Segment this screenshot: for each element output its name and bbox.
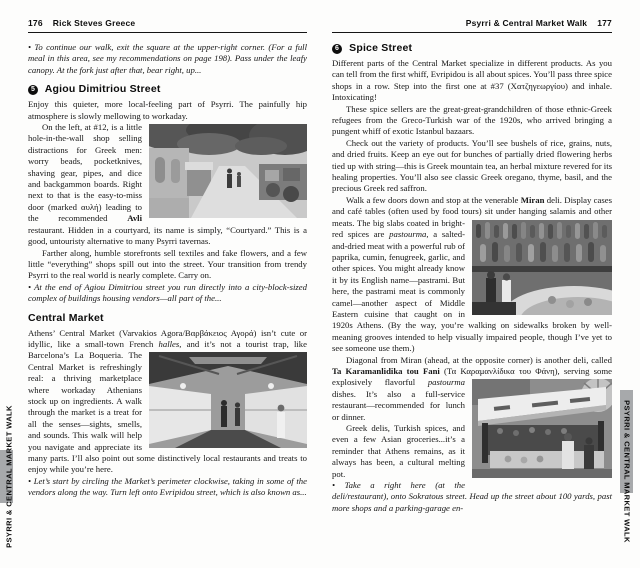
body-paragraph: Enjoy this quieter, more local-feeling part of Psyrri. The painfully hip atmosphere is slowly mellowing to workaday. [28,99,307,121]
left-page-number: 176 [28,18,43,28]
section-title: Central Market [28,311,104,324]
body-paragraph: Greek delis, Turkish spices, and even a few Asian groceries...it’s a reminder that Athens remains, as it always has been, a cultural melting pot. [332,423,465,479]
central-market-photo [149,352,307,448]
stop-number-badge: 6 [332,44,342,54]
section-heading-agiou-dimitriou [28,83,307,96]
body-paragraph: Diagonal from Miran (ahead, at the opposite corner) is another deli, called Ta Karamanlidika tou Fani (Τα Καραμανλίδικα του Φάνη), serving some explosively flavorful pastourma dishes. It’s also a full-service restaurant—recommended for lunch or dinner. [332,355,612,423]
chapter-title: Psyrri & Central Market Walk [465,18,588,28]
right-running-header [332,18,612,33]
body-paragraph: These spice sellers are the great-great-grandchildren of those ethnic-Greek refugees from the Greco-Turkish war of the 1920s, who arrived bringing a pungent whiff of exotic Istanbul bazaars. [332,103,612,137]
body-paragraph: Athens’ Central Market (Varvakios Agora/Βαρβάκειος Αγορά) isn’t cute or idyllic, like a small-town French halles, and it’s not a tourist trap, like Barcelona’s La Boqueria. The Central Market is refreshingly real: a thriving marketplace where workaday Athenians stock up on ingredients. A walk through the market is a treat for all the senses—sights, smells, and sounds. This walk will help you navigate and appreciate its many parts. I’ll also point out some distinctively local restaurants and treats to enjoy while you’re here. [28,327,307,475]
left-running-header [28,18,307,33]
body-paragraph: Different parts of the Central Market specialize in different products. As you can tell from the first whiff, Evripidou is all about spices. You’ll pass three spice shops in a row. Step into the first one at #37 (Χατζηγεωργίου) and inhale. Intoxicating! [332,58,612,103]
section-title: Spice Street [349,42,413,54]
direction-note: • At the end of Agiou Dimitriou street you run directly into a city-block-sized complex of buildings housing vendors—all part of the... [28,281,307,304]
body-paragraph: On the left, at #12, is a little hole-in-the-wall shop selling distractions for Greek men: worry beads, pocketknives, shaving gear, pipes, and dice and backgammon boards. Right next to that is the easy-to-miss door (marked αυλή) leading to the recommended Avli restaurant. Hidden in a courtyard, its name is simply, “Courtyard.” This is a good, untouristy alternative to many Psyrri tavernas. [28,122,307,247]
body-paragraph: Check out the variety of products. You’ll see bushels of rice, grains, nuts, and dried fruits. Keep an eye out for bunches of partially dried flowering herbs tied up with string—this is Greek mountain tea, an herbal mixture revered for its healing properties. You’ll also see classic Greek oregano, thyme, basil, and the precious Greek red saffron. [332,137,612,194]
agiou-dimitriou-street-photo [149,124,307,218]
body-paragraph: Farther along, humble storefronts sell textiles and fake flowers, and a few little “everything” shops spill out into the street. Your transition from trendy Psyrri to the real world is nearly complete. Carry on. [28,247,307,281]
stop-number-badge: 5 [28,85,38,95]
right-page-number: 177 [597,18,612,28]
direction-note: • To continue our walk, exit the square at the upper-right corner. (For a full meal in this area, see my recommendations on page 198). Pass under the leafy canopy. At the fork just after that, bear right, up... [28,42,307,75]
section-title: Agiou Dimitriou Street [44,83,161,96]
chapter-tab-left-label: PSYRRI & CENTRAL MARKET WALK [4,405,14,548]
section-heading-central-market [28,312,307,325]
section-heading-spice-street [332,42,612,55]
chapter-tab-right-label: PSYRRI & CENTRAL MARKET WALK [622,400,632,543]
direction-note: • Take a right here (at the deli/restaurant), onto Sokratous street. Head up the street about 100 yards, past more shops and a parking-garage en- [332,480,612,513]
karamanlidika-deli-photo [472,379,612,478]
book-title: Rick Steves Greece [52,18,136,28]
body-paragraph: Walk a few doors down and stop at the venerable Miran deli. Display cases and café tables (often used by food tours) sit under hanging salamis and other meats. The big slabs coated in bright-red spices are pastourma, a salted-and-dried meat with a powerful rub of paprika, cumin, fenugreek, garlic, and other spices. You might already know it by its English name—pastrami. But here, the pastrami meat is commonly camel—another aspect of Middle Eastern cuisine that caught on in 1920s Athens. (By the way, you’re walking on sidewalks broken by well-meaning grooves intended to help visually impaired people, though I’ve yet to see someone use them.) [332,195,612,355]
right-page [320,0,640,568]
miran-deli-photo [472,220,612,315]
direction-note: • Let’s start by circling the Market’s perimeter clockwise, taking in some of the vendors along the way. Turn left onto Evripidou street, which is also known as... [28,475,307,498]
